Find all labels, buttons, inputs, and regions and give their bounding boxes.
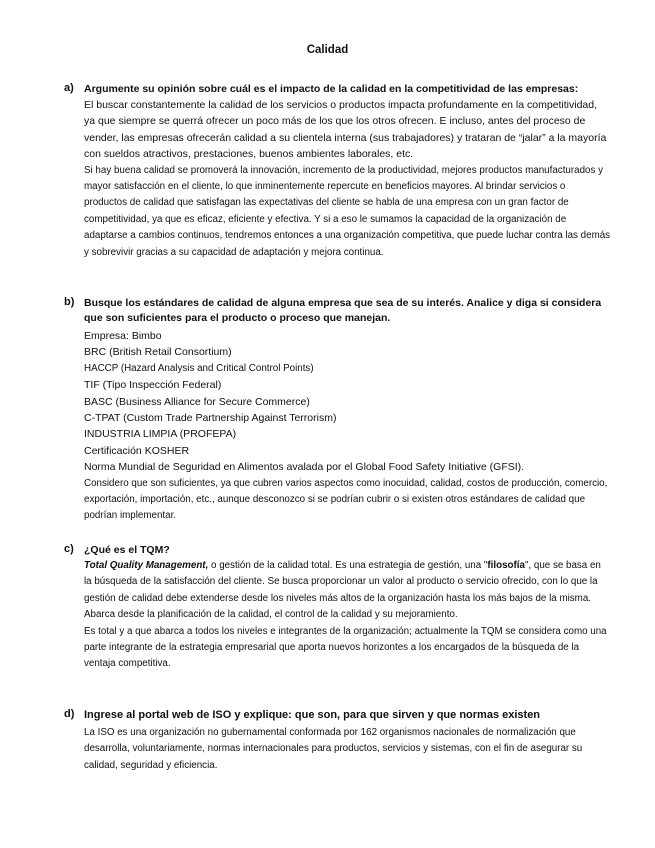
list-item: Norma Mundial de Seguridad en Alimentos avalada por el Global Food Safety Initiative (GFSI). xyxy=(84,461,525,474)
tqm-text-2: ", que se basa en la búsqueda de la satisfacción del cliente. Se busca proporcionar un valor al producto o servicio ofrecido, con lo que la gestión de calidad debe extenderse desde los niveles más altos de la organización hasta los más bajos de la misma. Abarca desde la planificación de la calidad, el control de la calidad y su mejoramiento. xyxy=(84,560,601,621)
paragraph: Considero que son suficientes, ya que cubren varios aspectos como inocuidad, calidad, costos de producción, comercio, exportación, importación, etc., aunque desconozco si se podrían cubrir o si existen otros estándares de calidad que podrían implementar. xyxy=(84,477,608,522)
list-item: HACCP (Hazard Analysis and Critical Control Points) xyxy=(84,362,314,374)
section-question: Busque los estándares de calidad de alguna empresa que sea de su interés. Analice y diga si considera que son suficientes para el producto o proceso que manejan. xyxy=(84,297,602,324)
section-d xyxy=(66,708,611,774)
list-item: C-TPAT (Custom Trade Partnership Against Terrorism) xyxy=(84,412,337,425)
list-item: Empresa: Bimbo xyxy=(84,330,162,342)
tqm-definition xyxy=(84,558,611,624)
tqm-comma: , xyxy=(205,560,209,571)
tqm-term: Total Quality Management xyxy=(84,560,206,571)
list-item: TIF (Tipo Inspección Federal) xyxy=(84,379,222,392)
page-title: Calidad xyxy=(306,44,349,56)
paragraph: El buscar constantemente la calidad de los servicios o productos impacta profundamente en la competitividad, ya que siempre se querrá ofrecer un poco más de los que los otros ofrecen. E incluso, antes del proceso de vender, las empresas ofrecerán calidad a su clientela interna (sus trabajadores) y trataran de “jalar” a la mayoría con sueldos atractivos, prestaciones, buenos ambientes laborales, etc. xyxy=(84,99,607,161)
tqm-word: filosofía xyxy=(487,560,525,571)
list-item: BASC (Business Alliance for Secure Commerce) xyxy=(84,395,310,408)
section-b xyxy=(66,296,611,525)
paragraph: La ISO es una organización no gubernamental conformada por 162 organismos nacionales de normalización que desarrolla, voluntariamente, normas internacionales para productos, servicios y sistemas, con el fin de asegurar su calidad, seguridad y eficiencia. xyxy=(84,727,583,771)
section-question: Argumente su opinión sobre cuál es el impacto de la calidad en la competitividad de las empresas: xyxy=(84,83,579,95)
section-a xyxy=(66,82,611,261)
paragraph: Si hay buena calidad se promoverá la innovación, incremento de la productividad, mejores productos manufacturados y mayor satisfacción en el cliente, lo que inminentemente repercute en beneficios mayores. Al brindar servicios o productos de calidad que satisfagan las expectativas del cliente se habla de una empresa con un gran factor de competitividad, ya que es eficaz, eficiente y efectiva. Y si a eso le sumamos la capacidad de la organización de adaptarse a cambios continuos, tendremos entonces a una organización competitiva, que puede luchar contra las demás y sobrevivir gracias a su capacidad de adaptación y mejora continua. xyxy=(84,164,611,258)
section-letter: b) xyxy=(64,296,75,308)
section-letter: a) xyxy=(64,82,74,94)
section-question: Ingrese al portal web de ISO y explique: que son, para que sirven y que normas existen xyxy=(84,709,541,721)
section-letter: c) xyxy=(64,543,74,555)
paragraph: Es total y a que abarca a todos los niveles e integrantes de la organización; actualmente la TQM se considera como una parte integrante de la estrategia empresarial que aporta nuevos horizontes a los encargados de la búsqueda de la ventaja competitiva. xyxy=(84,625,607,670)
list-item: INDUSTRIA LIMPIA (PROFEPA) xyxy=(84,428,237,441)
section-question: ¿Qué es el TQM? xyxy=(84,544,170,556)
section-letter: d) xyxy=(64,708,75,720)
tqm-text-1: o gestión de la calidad total. Es una estrategia de gestión, una " xyxy=(208,560,488,571)
section-c xyxy=(66,543,611,673)
list-item: Certificación KOSHER xyxy=(84,444,190,457)
list-item: BRC (British Retail Consortium) xyxy=(84,346,232,359)
